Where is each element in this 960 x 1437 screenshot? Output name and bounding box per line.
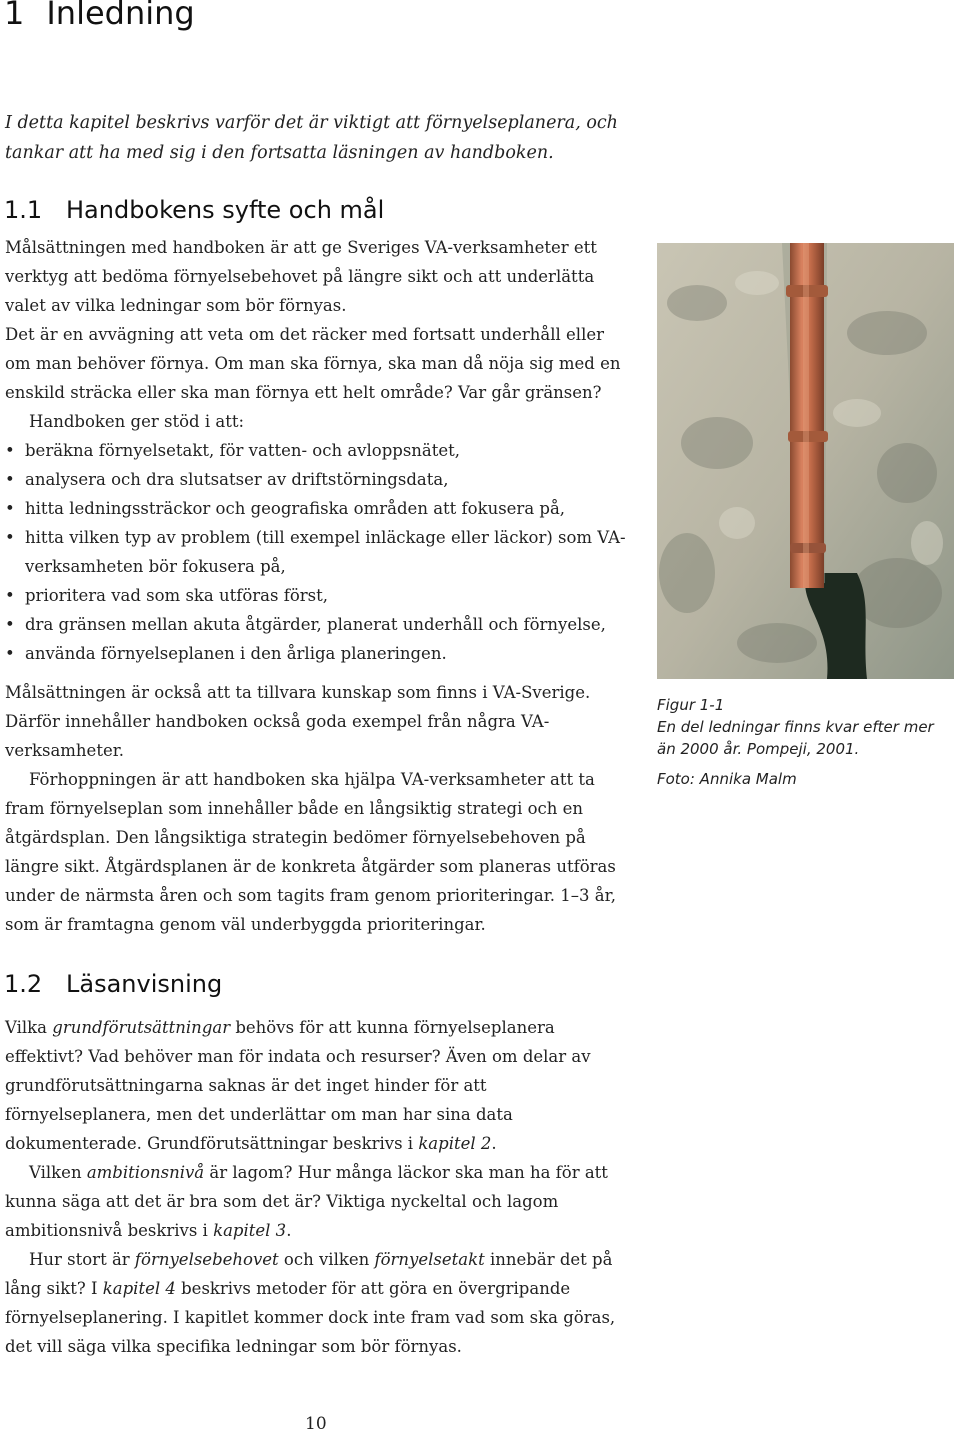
paragraph: Förhoppningen är att handboken ska hjälpa VA-verksamheter att ta fram förnyelseplan som innehåller både en långsiktig strategi och en åtgärdsplan. Den långsiktiga strategin bedömer förnyelsebehoven på längre sikt. Åtgärdsplanen är de konkreta åtgärder som planeras utföras under de närmsta åren och som tagits fram genom prioriteringar. 1–3 år, som är framtagna genom väl underbyggda prioriteringar. [5,770,616,934]
paragraph: Målsättningen med handboken är att ge Sveriges VA-verksamheter ett verktyg att bedöma förnyelsebehovet på längre sikt och att underlätta valet av vilka ledningar som bör förnyas. [5,238,597,315]
list-item: • beräkna förnyelsetakt, för vatten- och avloppsnätet, [5,436,630,465]
paragraph: Hur stort är förnyelsebehovet och vilken förnyelsetakt innebär det på lång sikt? I kapitel 4 beskrivs metoder för att göra en övergripande förnyelseplanering. I kapitlet kommer dock inte fram vad som ska göras, det vill säga vilka specifika ledningar som bör förnyas. [5,1250,616,1356]
chapter-title: Inledning [46,0,195,32]
chapter-intro: I detta kapitel beskrivs varför det är viktigt att förnyelseplanera, och tankar att ha med sig i den fortsatta läsningen av handboken. [5,113,618,163]
section-1-2-body [5,1013,630,1361]
chapter-number: 1 [4,0,25,32]
list-item: • dra gränsen mellan akuta åtgärder, planerat underhåll och förnyelse, [5,610,630,639]
section-title: Läsanvisning [66,970,223,998]
section-heading-1-1 [4,196,384,224]
paragraph: Det är en avvägning att veta om det räcker med fortsatt underhåll eller om man behöver förnya. Om man ska förnya, ska man då nöja sig med en enskild sträcka eller ska man förnya ett helt område? Var går gränsen? [5,325,621,402]
section-number: 1.2 [4,970,43,998]
section-number: 1.1 [4,196,43,224]
figure-caption [657,694,947,790]
section-1-1-body [5,233,630,939]
list-item: • använda förnyelseplanen i den årliga planeringen. [5,639,630,668]
figure-photo-pompeii-pipe [657,243,954,679]
list-item: • prioritera vad som ska utföras först, [5,581,630,610]
paragraph: Målsättningen är också att ta tillvara kunskap som finns i VA-Sverige. Därför innehåller handboken också goda exempel från några VA-verksamheter. [5,683,591,760]
list-item: • analysera och dra slutsatser av driftstörningsdata, [5,465,630,494]
chapter-heading [4,0,217,32]
figure-credit: Foto: Annika Malm [657,770,797,788]
list-item: • hitta vilken typ av problem (till exempel inläckage eller läckor) som VA-verksamheten bör fokusera på, [5,523,630,581]
section-title: Handbokens syfte och mål [66,196,385,224]
paragraph: Vilka grundförutsättningar behövs för att kunna förnyelseplanera effektivt? Vad behöver man för indata och resurser? Även om delar av grundförutsättningarna saknas är det inget hinder för att förnyelseplanera, men det underlättar om man har sina data dokumenterade. Grundförutsättningar beskrivs i kapitel 2. [5,1018,591,1153]
figure-caption-text: En del ledningar finns kvar efter mer än 2000 år. Pompeji, 2001. [657,718,934,758]
paragraph: Vilken ambitionsnivå är lagom? Hur många läckor ska man ha för att kunna säga att det är bra som det är? Viktiga nyckeltal och lagom ambitionsnivå beskrivs i kapitel 3. [5,1163,608,1240]
list-item: • hitta ledningssträckor och geografiska områden att fokusera på, [5,494,630,523]
page-number: 10 [305,1414,327,1434]
section-heading-1-2 [4,970,222,998]
paragraph: Handboken ger stöd i att: [29,412,245,431]
support-list [5,436,630,668]
figure-label: Figur 1-1 [657,696,725,714]
